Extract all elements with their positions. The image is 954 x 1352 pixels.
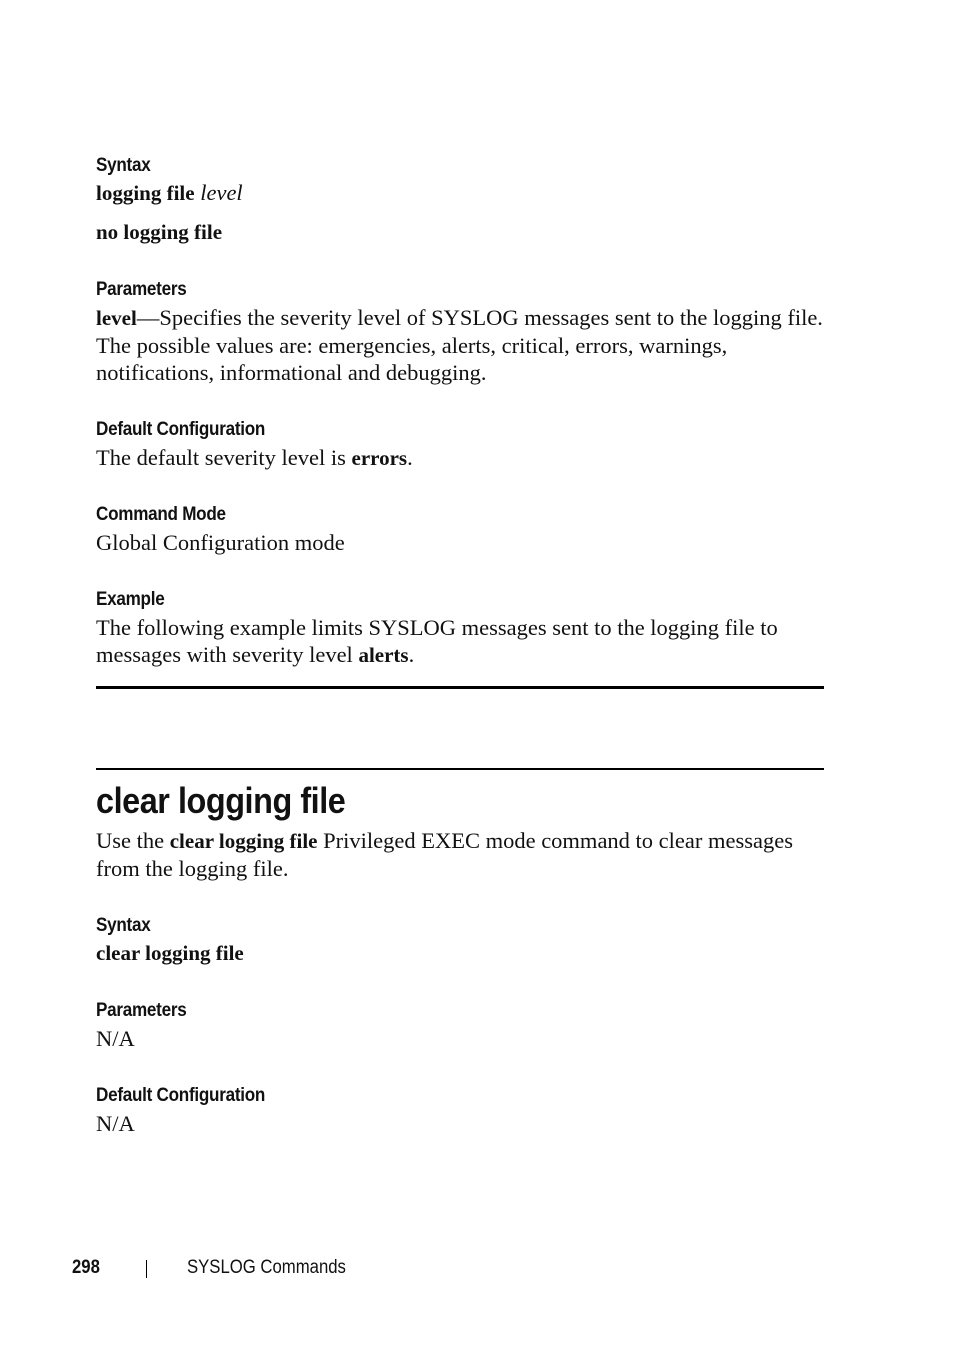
example-value: alerts: [358, 643, 409, 667]
param-description: —Specifies the severity level of SYSLOG messages sent to the logging file. The possible values are: emergencies, alerts, critical, errors, warnings, notifications, informational and debugging.: [96, 305, 823, 385]
section-start-rule: [96, 768, 824, 770]
syntax-command-1-name: logging file: [96, 181, 195, 205]
default-configuration-text: [96, 444, 826, 472]
footer-separator: [146, 1260, 147, 1278]
chapter-title: SYSLOG Commands: [187, 1257, 346, 1278]
clear-syntax-command-name: clear logging file: [96, 941, 244, 965]
section-end-rule: [96, 686, 824, 689]
intro-pre: Use the: [96, 828, 170, 853]
syntax-command-1: [96, 180, 243, 206]
parameters-text: [96, 304, 826, 386]
example-heading: Example: [96, 589, 165, 610]
parameters-heading: Parameters: [96, 279, 187, 300]
example-text-post: .: [408, 642, 415, 667]
clear-syntax-heading: Syntax: [96, 915, 151, 936]
syntax-command-1-arg: level: [200, 180, 243, 205]
intro-command: clear logging file: [169, 829, 318, 853]
default-text-post: .: [407, 445, 413, 470]
command-mode-heading: Command Mode: [96, 504, 226, 525]
example-text-pre: The following example limits SYSLOG messages sent to the logging file to messages with severity level: [96, 615, 778, 667]
syntax-command-2-name: no logging file: [96, 220, 223, 244]
example-text: [96, 614, 826, 669]
intro-post: Privileged EXEC mode command to clear messages from the logging file.: [96, 828, 793, 881]
section-intro: [96, 827, 826, 882]
default-text-pre: The default severity level is: [96, 445, 352, 470]
default-configuration-heading: Default Configuration: [96, 419, 266, 440]
section-title: clear logging file: [96, 780, 346, 821]
syntax-command-2: [96, 219, 222, 245]
clear-parameters-heading: Parameters: [96, 1000, 187, 1021]
param-name: level: [96, 306, 137, 330]
command-mode-text: Global Configuration mode: [96, 530, 345, 555]
syntax-heading: Syntax: [96, 155, 151, 176]
page-number: 298: [72, 1257, 100, 1278]
default-value: errors: [351, 446, 408, 470]
clear-default-text: N/A: [96, 1111, 135, 1136]
clear-syntax-command: [96, 940, 244, 966]
clear-default-heading: Default Configuration: [96, 1085, 266, 1106]
clear-parameters-text: N/A: [96, 1026, 135, 1051]
